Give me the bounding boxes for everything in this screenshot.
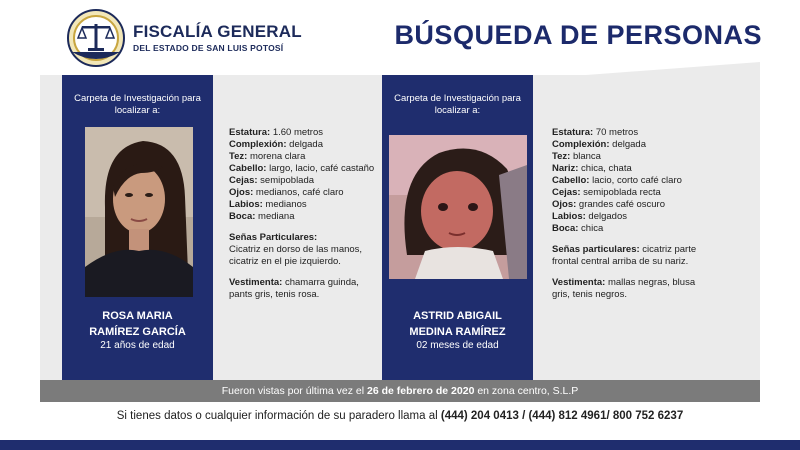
field-complexion: Complexión: delgada xyxy=(229,139,323,150)
field-senas: Cicatriz en dorso de las manos, cicatriz en el pie izquierdo. xyxy=(229,244,363,267)
field-senas-label: Señas Particulares: xyxy=(229,232,318,243)
field-vestimenta: Vestimenta: mallas negras, blusa gris, tenis negros. xyxy=(552,277,696,300)
field-senas: Señas particulares: cicatriz parte frontal central arriba de su nariz. xyxy=(552,244,697,267)
field-ojos: Ojos: grandes café oscuro xyxy=(552,199,666,210)
field-complexion: Complexión: delgada xyxy=(552,139,646,150)
footer-stripe xyxy=(0,440,800,450)
field-labios: Labios: delgados xyxy=(552,211,627,222)
field-ojos: Ojos: medianos, café claro xyxy=(229,187,344,198)
org-title: FISCALÍA GENERAL xyxy=(133,22,302,41)
field-nariz: Nariz: chica, chata xyxy=(552,163,632,174)
last-seen-place: en zona centro, S.L.P xyxy=(477,385,579,397)
person-first-name: ASTRID ABIGAIL xyxy=(413,310,502,322)
last-seen-date: 26 de febrero de 2020 xyxy=(367,385,475,397)
person-name-1 xyxy=(62,308,213,340)
last-seen-prefix: Fueron vistas por última vez el xyxy=(221,385,365,397)
person-last-name: MEDINA RAMÍREZ xyxy=(409,326,506,338)
person-photo-2 xyxy=(389,135,527,279)
header xyxy=(0,0,800,75)
organization-name xyxy=(133,23,302,53)
person-card-1 xyxy=(62,75,213,380)
field-cejas: Cejas: semipoblada xyxy=(229,175,315,186)
field-estatura: Estatura: 70 metros xyxy=(552,127,639,138)
field-cabello: Cabello: largo, lacio, café castaño xyxy=(229,163,375,174)
person-description-1 xyxy=(229,127,379,301)
field-vestimenta: Vestimenta: chamarra guinda, pants gris, tenis rosa. xyxy=(229,277,359,300)
person-card-2 xyxy=(382,75,533,380)
field-cabello: Cabello: lacio, corto café claro xyxy=(552,175,682,186)
field-boca: Boca: mediana xyxy=(229,211,295,222)
investigation-label: Carpeta de Investigación para localizar a: xyxy=(394,93,521,116)
field-tez: Tez: morena clara xyxy=(229,151,306,162)
field-labios: Labios: medianos xyxy=(229,199,307,210)
person-last-name: RAMÍREZ GARCÍA xyxy=(89,326,186,338)
field-cejas: Cejas: semipoblada recta xyxy=(552,187,661,198)
org-subtitle: DEL ESTADO DE SAN LUIS POTOSÍ xyxy=(133,43,284,53)
person-photo-1 xyxy=(85,127,193,297)
fiscalia-seal-logo xyxy=(66,8,126,68)
person-description-2 xyxy=(552,127,702,301)
person-first-name: ROSA MARIA xyxy=(102,310,173,322)
person-name-2 xyxy=(382,308,533,340)
contact-phones: (444) 204 0413 / (444) 812 4961/ 800 752 6237 xyxy=(440,410,684,422)
last-seen-banner xyxy=(40,380,760,402)
contact-prefix: Si tienes datos o cualquier información de su paradero llama al xyxy=(116,410,438,422)
person-age-1: 21 años de edad xyxy=(100,340,175,351)
page-title: BÚSQUEDA DE PERSONAS xyxy=(394,20,762,50)
field-tez: Tez: blanca xyxy=(552,151,601,162)
field-estatura: Estatura: 1.60 metros xyxy=(229,127,323,138)
contact-info xyxy=(0,410,800,422)
person-age-2: 02 meses de edad xyxy=(416,340,499,351)
investigation-label: Carpeta de Investigación para localizar a: xyxy=(74,93,201,116)
field-boca: Boca: chica xyxy=(552,223,604,234)
